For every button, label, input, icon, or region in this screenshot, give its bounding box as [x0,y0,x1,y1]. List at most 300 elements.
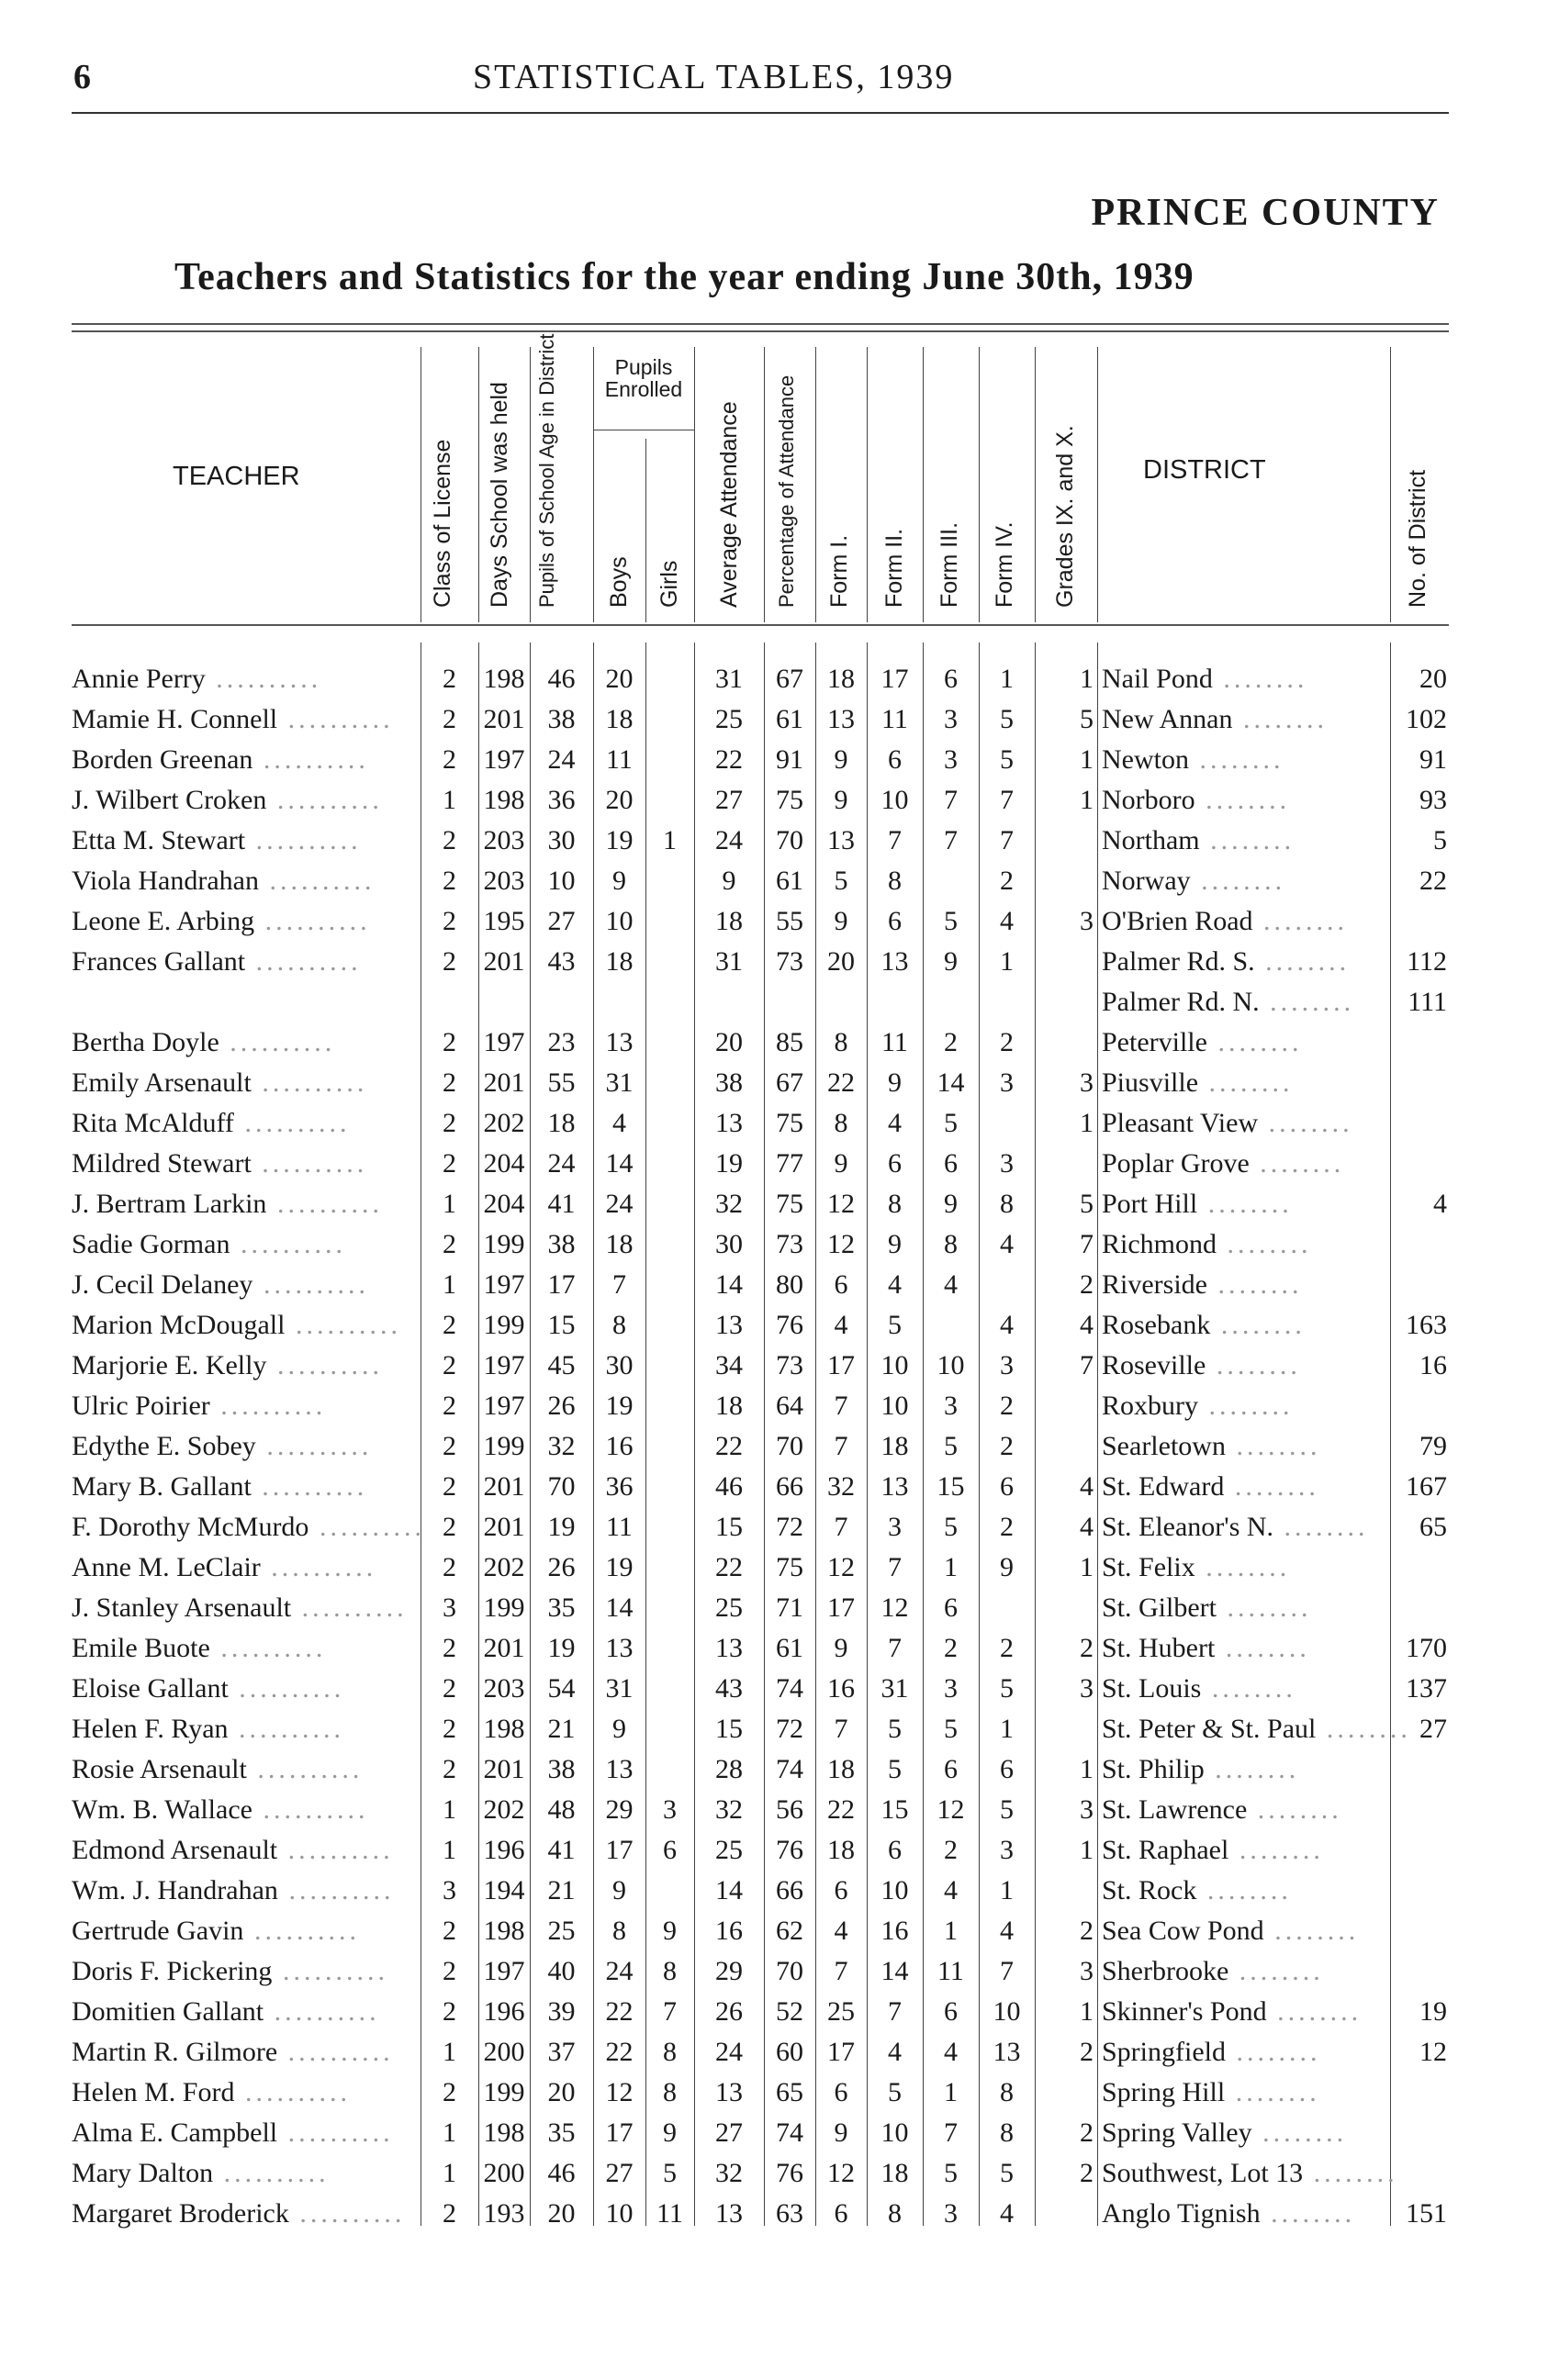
district-name: Spring Valley [1102,2117,1252,2148]
cell-school-age: 19 [547,1512,576,1542]
teacher-name: Margaret Broderick [72,2198,289,2229]
leader-dots: .......... [228,1673,345,1704]
leader-dots: ........ [1228,1956,1324,1986]
cell-days-held: 201 [483,704,525,734]
cell-district-number: 170 [1406,1633,1447,1663]
cell-school-age: 70 [547,1471,576,1502]
cell-district [1102,1022,1377,1063]
cell-days-held: 199 [483,2077,525,2107]
table-row [0,861,1559,901]
table-row [0,1063,1559,1103]
col-rule [478,347,479,622]
header-form-2: Form II. [881,528,907,608]
cell-district-number: 22 [1419,866,1447,896]
table-row [0,740,1559,780]
cell-district-number: 112 [1407,946,1447,977]
cell-boys: 11 [606,744,633,775]
cell-form-2: 10 [880,2117,909,2148]
district-name: Pleasant View [1102,1108,1259,1138]
cell-form-2: 13 [880,1471,909,1502]
cell-district [1102,1992,1377,2032]
table-row [0,1709,1559,1749]
cell-grades-ix-x: 5 [1080,1189,1094,1219]
cell-form-3: 3 [944,2198,958,2229]
cell-form-4: 1 [1000,664,1014,694]
cell-class-of-license: 2 [443,1512,456,1542]
leader-dots: .......... [233,1108,351,1138]
cell-grades-ix-x: 1 [1080,1108,1094,1138]
header-form-1: Form I. [826,534,852,608]
cell-average-attendance: 16 [715,1916,743,1946]
cell-form-3: 10 [937,1350,965,1380]
cell-district [1102,942,1377,982]
leader-dots: ........ [1225,1431,1321,1461]
cell-days-held: 199 [483,1592,525,1623]
teacher-name: Domitien Gallant [72,1996,264,2027]
cell-district [1102,1346,1377,1386]
cell-form-2: 4 [888,2037,902,2067]
cell-grades-ix-x: 5 [1080,704,1094,734]
cell-school-age: 15 [547,1310,576,1340]
cell-average-attendance: 9 [722,866,736,896]
table-top-rule [72,323,1449,325]
cell-percentage-attendance: 64 [776,1391,803,1421]
cell-form-4: 9 [1000,1552,1014,1582]
col-rule [530,347,531,622]
cell-class-of-license: 3 [443,1592,456,1623]
cell-grades-ix-x: 1 [1080,1552,1094,1582]
cell-form-4: 4 [1000,1916,1014,1946]
cell-form-3: 7 [944,825,958,855]
cell-average-attendance: 22 [715,1431,743,1461]
cell-district [1102,2194,1377,2234]
leader-dots: .......... [264,1996,380,2027]
teacher-name: Helen F. Ryan [72,1714,229,1744]
teacher-name: Mary Dalton [72,2158,214,2188]
header-average-attendance: Average Attendance [716,401,742,608]
cell-class-of-license: 3 [443,1875,456,1905]
cell-district-number: 91 [1419,744,1447,775]
cell-boys: 7 [612,1269,626,1300]
col-rule [764,347,765,622]
cell-percentage-attendance: 75 [776,1189,803,1219]
cell-percentage-attendance: 72 [776,1714,803,1744]
cell-class-of-license: 2 [443,866,456,896]
cell-form-4: 1 [1000,946,1014,977]
cell-school-age: 24 [547,1148,576,1179]
cell-form-3: 14 [937,1067,965,1098]
cell-form-2: 4 [888,1269,902,1300]
cell-form-3: 12 [937,1794,965,1825]
cell-grades-ix-x: 3 [1080,1956,1094,1986]
teacher-name: Etta M. Stewart [72,825,246,855]
cell-average-attendance: 26 [715,1996,743,2027]
leader-dots: .......... [245,825,362,855]
cell-grades-ix-x: 2 [1080,1269,1094,1300]
table-row [0,901,1559,942]
cell-form-1: 17 [827,1350,855,1380]
district-name: Skinner's Pond [1102,1996,1267,2027]
leader-dots: ........ [1206,1027,1303,1057]
col-rule [923,347,924,622]
cell-form-3: 4 [944,1269,958,1300]
table-row [0,659,1559,699]
leader-dots: ........ [1198,1391,1294,1421]
cell-form-2: 10 [880,785,909,815]
cell-school-age: 26 [547,1552,576,1582]
district-name: Sherbrooke [1102,1956,1229,1986]
cell-district [1102,1951,1377,1992]
cell-form-3: 1 [944,1552,958,1582]
teacher-name: Ulric Poirier [72,1391,210,1421]
teacher-name: Wm. J. Handrahan [72,1875,278,1905]
cell-grades-ix-x: 1 [1080,785,1094,815]
cell-teacher [72,1709,413,1749]
cell-teacher [72,2153,413,2194]
cell-boys: 18 [605,946,634,977]
col-rule [1035,347,1036,622]
cell-teacher [72,699,413,740]
cell-average-attendance: 22 [715,1552,743,1582]
cell-days-held: 199 [483,1431,525,1461]
cell-form-2: 6 [888,744,902,775]
cell-form-2: 14 [880,1956,909,1986]
table-row [0,1346,1559,1386]
cell-district-number: 102 [1406,704,1447,734]
table-row [0,1749,1559,1790]
teacher-name: Emile Buote [72,1633,210,1663]
cell-boys: 9 [612,1714,626,1744]
cell-school-age: 10 [547,866,576,896]
cell-district-number: 111 [1408,987,1447,1017]
cell-form-4: 3 [1000,1350,1014,1380]
table-row [0,942,1559,982]
cell-district [1102,1426,1377,1467]
cell-boys: 18 [605,704,634,734]
district-name: St. Felix [1102,1552,1195,1582]
leader-dots: .......... [255,1431,373,1461]
cell-form-1: 9 [834,1633,848,1663]
teacher-name: Sadie Gorman [72,1229,230,1259]
leader-dots: ........ [1190,866,1286,896]
cell-form-3: 9 [944,946,958,977]
cell-school-age: 20 [547,2077,576,2107]
cell-form-3: 6 [944,1754,958,1784]
cell-form-2: 5 [888,1714,902,1744]
cell-boys: 27 [605,2158,634,2188]
cell-days-held: 197 [483,744,525,775]
cell-girls: 3 [663,1794,677,1825]
teacher-name: J. Wilbert Croken [72,785,267,815]
teacher-name: Emily Arsenault [72,1067,252,1098]
cell-district [1102,1628,1377,1669]
table-row [0,699,1559,740]
cell-district [1102,1184,1377,1224]
cell-form-1: 18 [827,1754,855,1784]
cell-form-2: 6 [888,906,902,936]
cell-district [1102,659,1377,699]
teacher-name: Leone E. Arbing [72,906,255,936]
cell-form-1: 7 [834,1714,848,1744]
cell-grades-ix-x: 2 [1080,2158,1094,2188]
cell-boys: 8 [612,1310,626,1340]
cell-percentage-attendance: 77 [776,1148,803,1179]
cell-district-number: 5 [1433,825,1447,855]
cell-form-1: 6 [834,1269,848,1300]
leader-dots: ........ [1198,1067,1294,1098]
district-name: New Annan [1102,704,1233,734]
district-name: St. Hubert [1102,1633,1216,1663]
teacher-name: Viola Handrahan [72,866,259,896]
cell-form-1: 6 [834,1875,848,1905]
cell-percentage-attendance: 71 [776,1592,803,1623]
cell-percentage-attendance: 74 [776,1754,803,1784]
cell-form-4: 3 [1000,1067,1014,1098]
cell-form-4: 5 [1000,704,1014,734]
district-name: Piusville [1102,1067,1199,1098]
cell-form-1: 8 [834,1108,848,1138]
col-rule [593,347,594,622]
cell-form-2: 5 [888,1310,902,1340]
cell-district [1102,2032,1377,2073]
cell-district [1102,1144,1377,1184]
teacher-name: Edmond Arsenault [72,1835,278,1865]
leader-dots: .......... [251,1067,368,1098]
cell-boys: 14 [605,1592,634,1623]
cell-form-1: 4 [834,1916,848,1946]
col-rule [979,347,980,622]
cell-grades-ix-x: 1 [1080,744,1094,775]
cell-form-3: 3 [944,1391,958,1421]
cell-form-4: 7 [1000,1956,1014,1986]
cell-form-1: 4 [834,1310,848,1340]
cell-class-of-license: 2 [443,825,456,855]
cell-days-held: 202 [483,1108,525,1138]
cell-average-attendance: 22 [715,744,743,775]
cell-form-1: 12 [827,1189,855,1219]
col-rule [815,347,816,622]
district-name: St. Peter & St. Paul [1102,1714,1317,1744]
cell-boys: 12 [605,2077,634,2107]
table-row [0,1790,1559,1830]
cell-class-of-license: 1 [443,1835,456,1865]
cell-days-held: 202 [483,1552,525,1582]
cell-school-age: 55 [547,1067,576,1098]
cell-form-3: 2 [944,1633,958,1663]
cell-form-4: 6 [1000,1471,1014,1502]
leader-dots: .......... [277,704,394,734]
cell-average-attendance: 15 [715,1512,743,1542]
table-row [0,1386,1559,1426]
header-district-number: No. of District [1405,469,1430,608]
table-row [0,1022,1559,1063]
leader-dots: .......... [245,946,362,977]
cell-form-3: 5 [944,2158,958,2188]
cell-average-attendance: 28 [715,1754,743,1784]
cell-form-3: 5 [944,1714,958,1744]
cell-boys: 8 [612,1916,626,1946]
cell-teacher [72,1103,413,1144]
cell-district [1102,1063,1377,1103]
cell-percentage-attendance: 67 [776,664,803,694]
cell-district-number: 65 [1419,1512,1447,1542]
cell-form-3: 7 [944,2117,958,2148]
cell-form-3: 2 [944,1027,958,1057]
district-name: Norway [1102,866,1191,896]
cell-days-held: 194 [483,1875,525,1905]
cell-district [1102,1911,1377,1951]
cell-form-2: 18 [880,1431,909,1461]
cell-form-1: 17 [827,2037,855,2067]
leader-dots: .......... [266,785,383,815]
cell-district-number: 12 [1419,2037,1447,2067]
cell-grades-ix-x: 3 [1080,1067,1094,1098]
cell-girls: 9 [663,1916,677,1946]
cell-boys: 14 [605,1148,634,1179]
cell-percentage-attendance: 70 [776,1431,803,1461]
cell-percentage-attendance: 75 [776,1552,803,1582]
cell-form-2: 9 [888,1229,902,1259]
table-row [0,2113,1559,2153]
cell-district [1102,1548,1377,1588]
cell-form-2: 8 [888,2198,902,2229]
leader-dots: ........ [1266,1996,1363,2027]
table-row [0,1265,1559,1305]
leader-dots: ........ [1206,1269,1303,1300]
leader-dots: .......... [243,1916,360,1946]
cell-teacher [72,1426,413,1467]
cell-boys: 31 [605,1067,634,1098]
header-teacher: TEACHER [173,462,300,491]
cell-girls: 8 [663,1956,677,1986]
district-name: Riverside [1102,1269,1207,1300]
cell-average-attendance: 14 [715,1875,743,1905]
leader-dots: .......... [254,906,371,936]
leader-dots: .......... [251,1471,368,1502]
leader-dots: ........ [1260,2198,1356,2229]
cell-district [1102,1871,1377,1911]
cell-district [1102,780,1377,821]
cell-boys: 9 [612,866,626,896]
cell-boys: 13 [605,1633,634,1663]
cell-form-3: 8 [944,1229,958,1259]
cell-form-1: 17 [827,1592,855,1623]
cell-form-3: 1 [944,2077,958,2107]
cell-school-age: 25 [547,1916,576,1946]
table-row [0,1669,1559,1709]
cell-teacher [72,659,413,699]
table-row [0,1992,1559,2032]
teacher-name: J. Stanley Arsenault [72,1592,292,1623]
leader-dots: .......... [308,1512,425,1542]
cell-form-2: 8 [888,866,902,896]
cell-form-1: 13 [827,825,855,855]
cell-form-1: 6 [834,2077,848,2107]
col-rule [694,347,695,622]
leader-dots: ........ [1217,1592,1312,1623]
district-name: Spring Hill [1102,2077,1226,2107]
header-boys: Boys [606,556,632,608]
cell-school-age: 30 [547,825,576,855]
cell-form-1: 22 [827,1794,855,1825]
cell-district-number: 79 [1419,1431,1447,1461]
cell-boys: 24 [605,1189,634,1219]
leader-dots: ........ [1226,2037,1321,2067]
cell-form-1: 20 [827,946,855,977]
cell-district [1102,1265,1377,1305]
cell-percentage-attendance: 85 [776,1027,803,1057]
cell-grades-ix-x: 2 [1080,2037,1094,2067]
leader-dots: .......... [252,744,369,775]
leader-dots: ........ [1194,1552,1291,1582]
cell-class-of-license: 2 [443,946,456,977]
cell-boys: 17 [605,1835,634,1865]
leader-dots: .......... [260,1552,377,1582]
cell-form-4: 4 [1000,906,1014,936]
teacher-name: Bertha Doyle [72,1027,219,1057]
header-district: DISTRICT [1143,455,1266,485]
cell-form-1: 22 [827,1067,855,1098]
leader-dots: .......... [252,1794,369,1825]
leader-dots: .......... [285,1310,401,1340]
cell-average-attendance: 31 [715,946,743,977]
cell-form-3: 6 [944,1996,958,2027]
cell-form-2: 12 [880,1592,909,1623]
cell-district-number: 151 [1406,2198,1447,2229]
cell-form-4: 3 [1000,1148,1014,1179]
cell-school-age: 20 [547,2198,576,2229]
table-subtitle: Teachers and Statistics for the year ending June 30th, 1939 [174,256,1194,298]
cell-school-age: 45 [547,1350,576,1380]
cell-days-held: 202 [483,1794,525,1825]
cell-teacher [72,1063,413,1103]
cell-teacher [72,1386,413,1426]
leader-dots: ........ [1224,1471,1319,1502]
cell-form-4: 7 [1000,785,1014,815]
district-name: Rosebank [1102,1310,1211,1340]
cell-form-2: 7 [888,825,902,855]
leader-dots: ........ [1199,825,1295,855]
cell-girls: 8 [663,2077,677,2107]
cell-form-1: 9 [834,1148,848,1179]
cell-school-age: 41 [547,1189,576,1219]
cell-days-held: 201 [483,1633,525,1663]
district-name: Poplar Grove [1102,1148,1250,1179]
header-bottom-rule [72,624,1449,626]
cell-days-held: 195 [483,906,525,936]
cell-days-held: 201 [483,1471,525,1502]
cell-district [1102,2113,1377,2153]
cell-class-of-license: 1 [443,1794,456,1825]
cell-teacher [72,1871,413,1911]
cell-average-attendance: 32 [715,1189,743,1219]
cell-district [1102,1790,1377,1830]
cell-average-attendance: 27 [715,785,743,815]
cell-form-1: 9 [834,744,848,775]
teacher-name: Martin R. Gilmore [72,2037,278,2067]
cell-boys: 31 [605,1673,634,1704]
district-name: Anglo Tignish [1102,2198,1261,2229]
cell-teacher [72,2032,413,2073]
cell-school-age: 43 [547,946,576,977]
teacher-name: J. Cecil Delaney [72,1269,253,1300]
cell-form-1: 16 [827,1673,855,1704]
cell-form-1: 5 [834,866,848,896]
cell-district [1102,1588,1377,1628]
cell-district [1102,1103,1377,1144]
table-row [0,1184,1559,1224]
leader-dots: .......... [277,1835,394,1865]
